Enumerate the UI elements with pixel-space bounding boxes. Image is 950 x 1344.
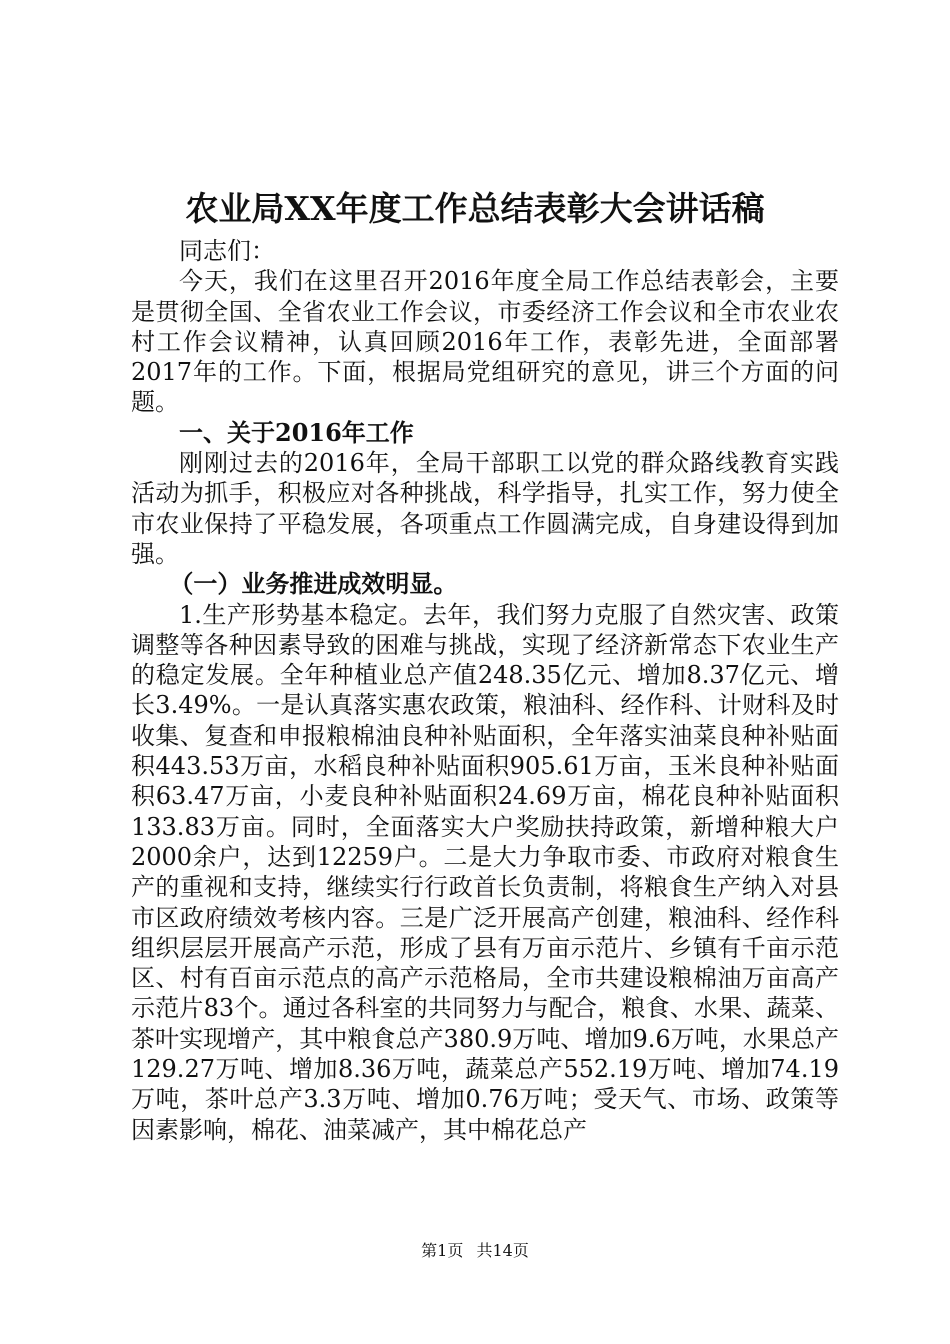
- section-heading: 一、关于2016年工作: [179, 417, 414, 447]
- document-body: [131, 236, 839, 1145]
- page-footer: [0, 1240, 950, 1262]
- page-number: 第1页: [421, 1241, 464, 1260]
- intro-paragraph: 今天，我们在这里召开2016年度全局工作总结表彰会，主要是贯彻全国、全省农业工作会议，市委经济工作会议和全市农业农村工作会议精神，认真回顾2016年工作，表彰先进，全面部署2017年的工作。下面，根据局党组研究的意见，讲三个方面的问题。: [131, 267, 839, 417]
- page-total: 共14页: [476, 1241, 529, 1260]
- section-paragraph: 刚刚过去的2016年，全局干部职工以党的群众路线教育实践活动为抓手，积极应对各种挑战，科学指导，扎实工作，努力使全市农业保持了平稳发展，各项重点工作圆满完成，自身建设得到加强。: [131, 449, 839, 568]
- item-paragraph: 1.生产形势基本稳定。去年，我们努力克服了自然灾害、政策调整等各种因素导致的困难与挑战，实现了经济新常态下农业生产的稳定发展。全年种植业总产值248.35亿元、增加8.37亿元、增长3.49%。一是认真落实惠农政策，粮油科、经作科、计财科及时收集、复查和申报粮棉油良种补贴面积，全年落实油菜良种补贴面积443.53万亩，水稻良种补贴面积905.61万亩，玉米良种补贴面积63.47万亩，小麦良种补贴面积24.69万亩，棉花良种补贴面积133.83万亩。同时，全面落实大户奖励扶持政策，新增种粮大户2000余户，达到12259户。二是大力争取市委、市政府对粮食生产的重视和支持，继续实行行政首长负责制，将粮食生产纳入对县市区政府绩效考核内容。三是广泛开展高产创建，粮油科、经作科组织层层开展高产示范，形成了县有万亩示范片、乡镇有千亩示范区、村有百亩示范点的高产示范格局，全市共建设粮棉油万亩高产示范片83个。通过各科室的共同努力与配合，粮食、水果、蔬菜、茶叶实现增产，其中粮食总产380.9万吨、增加9.6万吨，水果总产129.27万吨、增加8.36万吨，蔬菜总产552.19万吨、增加74.19万吨，茶叶总产3.3万吨、增加0.76万吨；受天气、市场、政策等因素影响，棉花、油菜减产，其中棉花总产: [131, 600, 839, 1144]
- document-title: 农业局XX年度工作总结表彰大会讲话稿: [185, 189, 765, 228]
- salutation: 同志们：: [179, 237, 275, 265]
- subsection-heading: （一）业务推进成效明显。: [169, 569, 458, 599]
